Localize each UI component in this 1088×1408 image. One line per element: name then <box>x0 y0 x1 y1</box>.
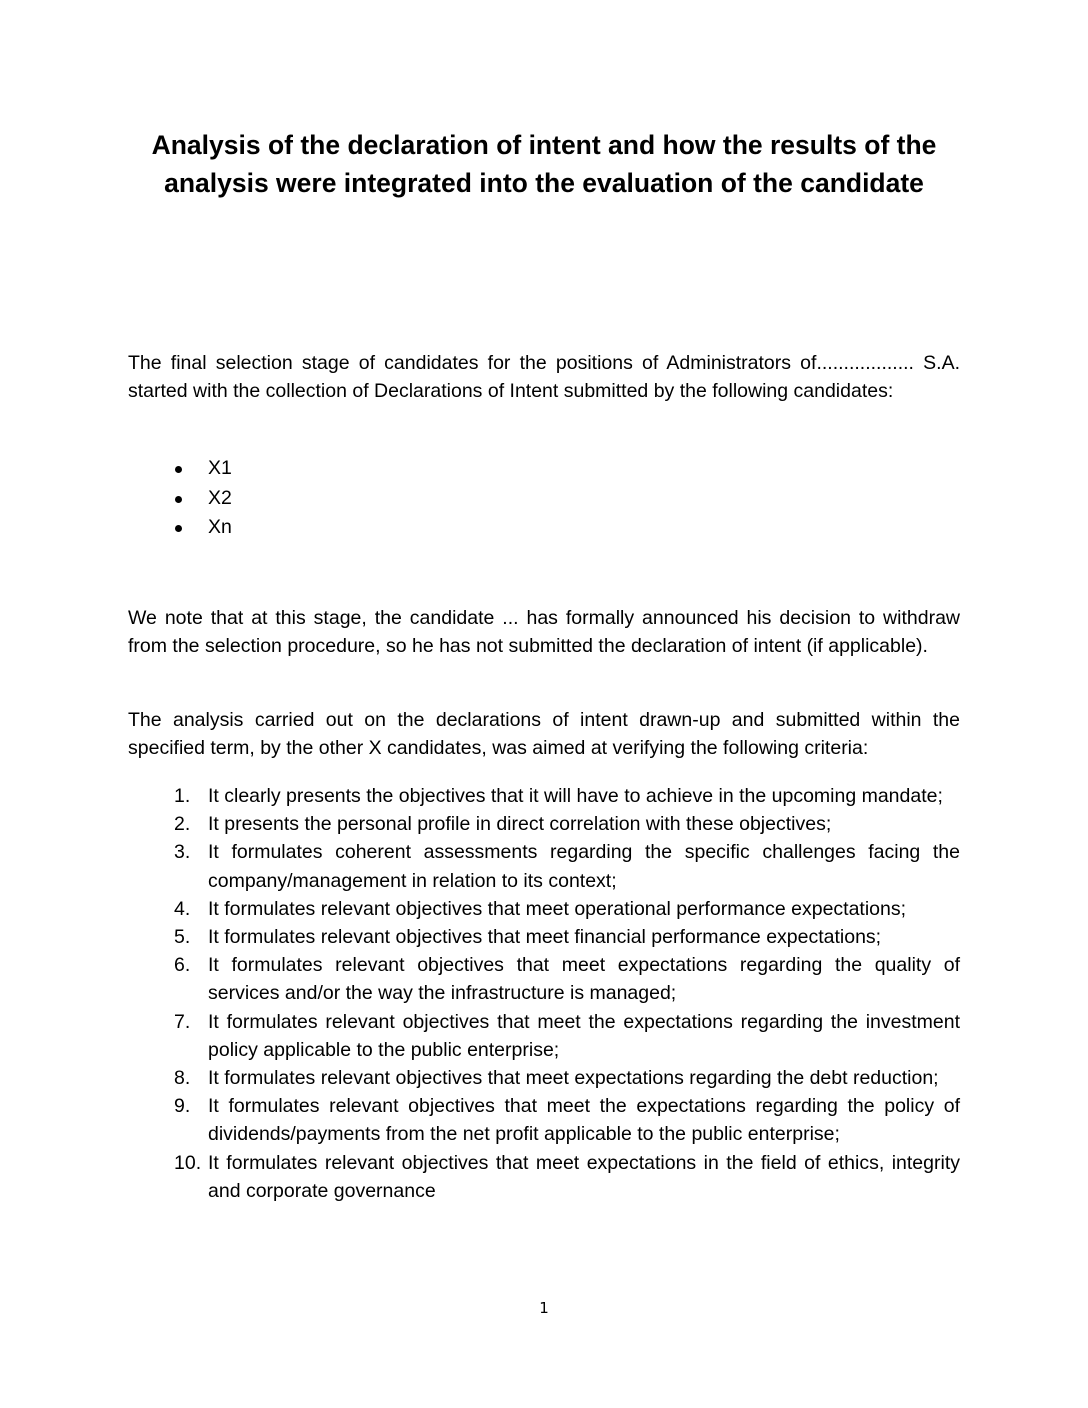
criteria-number: 4. <box>174 897 191 920</box>
criteria-number: 1. <box>174 785 191 807</box>
bullet-icon <box>175 496 182 503</box>
criteria-text: It formulates relevant objectives that meet financial performance expectations; <box>208 926 882 949</box>
bullet-icon <box>175 525 182 532</box>
criteria-number: 3. <box>174 841 191 864</box>
candidate-item <box>128 454 232 484</box>
criteria-item <box>128 1008 960 1064</box>
candidate-item <box>128 513 232 543</box>
candidate-label: Xn <box>208 516 232 538</box>
criteria-item <box>128 810 960 838</box>
analysis-paragraph: The analysis carried out on the declarations of intent drawn-up and submitted within the specified term, by the other X candidates, was aimed at verifying the following criteria: <box>128 709 960 760</box>
criteria-text: It formulates relevant objectives that meet operational performance expectations; <box>208 897 907 920</box>
withdrawal-note-paragraph: We note that at this stage, the candidate ... has formally announced his decision to withdraw from the selection procedure, so he has not submitted the declaration of intent (if applicable). <box>128 607 960 658</box>
criteria-item <box>128 923 960 951</box>
criteria-number: 9. <box>174 1095 191 1118</box>
criteria-number: 7. <box>174 1010 191 1033</box>
document-title: Analysis of the declaration of intent and how the results of the analysis were integrated into the evaluation of the candidate <box>151 130 937 198</box>
criteria-list <box>128 782 960 1205</box>
candidate-list <box>128 454 232 543</box>
criteria-text: It formulates coherent assessments regarding the specific challenges facing the company/management in relation to its context; <box>208 841 960 892</box>
page-number: 1 <box>539 1299 549 1317</box>
criteria-item <box>128 782 960 810</box>
criteria-number: 10. <box>174 1151 202 1174</box>
criteria-item <box>128 838 960 894</box>
criteria-item <box>128 1064 960 1092</box>
bullet-icon <box>175 466 182 473</box>
criteria-item <box>128 1092 960 1148</box>
criteria-number: 2. <box>174 813 191 836</box>
candidate-label: X2 <box>208 486 232 509</box>
candidate-item <box>128 484 232 514</box>
criteria-number: 5. <box>174 926 191 949</box>
criteria-text: It clearly presents the objectives that it will have to achieve in the upcoming mandate; <box>208 785 943 807</box>
criteria-item <box>128 951 960 1007</box>
candidate-label: X1 <box>208 457 232 479</box>
criteria-item <box>128 1149 960 1205</box>
criteria-text: It formulates relevant objectives that meet the expectations regarding the investment policy applicable to the public enterprise; <box>208 1010 960 1061</box>
criteria-text: It formulates relevant objectives that meet expectations regarding the quality of services and/or the way the infrastructure is managed; <box>208 954 960 1005</box>
criteria-text: It formulates relevant objectives that meet the expectations regarding the policy of dividends/payments from the net profit applicable to the public enterprise; <box>208 1095 960 1146</box>
criteria-item <box>128 895 960 923</box>
intro-paragraph: The final selection stage of candidates for the positions of Administrators of.................. S.A. started with the collection of Declarations of Intent submitted by the following candidates: <box>128 352 960 403</box>
criteria-text: It presents the personal profile in direct correlation with these objectives; <box>208 813 832 836</box>
criteria-text: It formulates relevant objectives that meet expectations regarding the debt reduction; <box>208 1067 939 1090</box>
criteria-number: 6. <box>174 954 191 977</box>
criteria-number: 8. <box>174 1067 191 1090</box>
criteria-text: It formulates relevant objectives that meet expectations in the field of ethics, integrity and corporate governance <box>208 1151 960 1202</box>
